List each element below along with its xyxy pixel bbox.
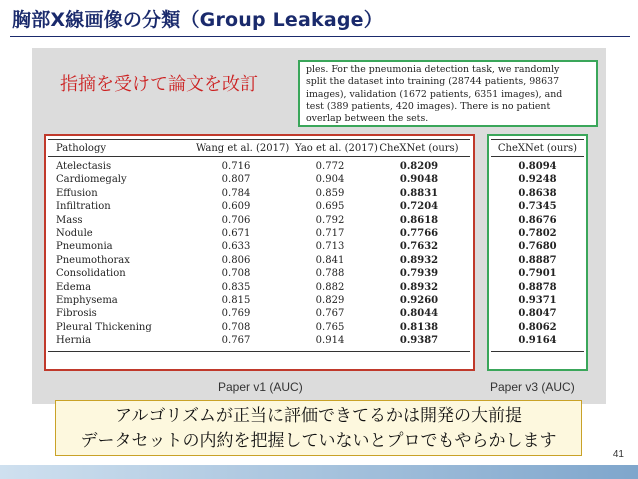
pathology-cell: Emphysema [56,294,118,306]
chexnet-cell: 0.7939 [399,268,439,280]
yao-cell: 0.788 [315,268,345,280]
wang-cell: 0.706 [221,214,251,226]
v3-value-cell: 0.8094 [518,161,557,172]
pathology-cell: Pneumonia [56,241,113,253]
chexnet-cell: 0.9260 [399,294,439,306]
chexnet-cell: 0.9048 [399,174,439,186]
v3-value-cell: 0.8887 [518,254,557,266]
wang-cell: 0.708 [221,268,251,280]
table-row [48,174,470,187]
chexnet-cell: 0.7204 [399,201,439,213]
header-chexnet: CheXNet (ours) [379,143,459,154]
wang-cell: 0.767 [221,335,251,347]
slide-title: 胸部X線画像の分類（Group Leakage） [12,9,383,31]
yao-cell: 0.792 [315,214,345,226]
v1-results-table [48,139,470,352]
table-row [48,268,470,281]
excerpt-line: split the dataset into training (28744 patients, 98637 [306,76,560,88]
table-row [48,215,470,228]
yao-cell: 0.882 [315,281,345,293]
callout-line: データセットの内約を把握していないとプロでもやらかします [80,431,557,451]
header-wang: Wang et al. (2017) [196,143,290,154]
table-header [48,139,470,157]
pathology-cell: Infiltration [56,201,111,213]
pathology-cell: Atelectasis [56,161,112,172]
v1-caption: Paper v1 (AUC) [218,380,303,394]
yao-cell: 0.713 [315,241,345,253]
revision-annotation: 指摘を受けて論文を改訂 [60,74,258,95]
chexnet-cell: 0.8044 [399,308,439,320]
yao-cell: 0.772 [315,161,345,172]
conclusion-callout [55,400,582,456]
pathology-cell: Effusion [56,187,98,199]
chexnet-cell: 0.8618 [399,214,439,226]
table-row [48,255,470,268]
pathology-cell: Hernia [56,335,92,347]
table-row [48,228,470,241]
v3-value-cell: 0.9371 [518,294,557,306]
pathology-cell: Nodule [56,227,93,239]
chexnet-cell: 0.9387 [399,335,439,347]
callout-line: アルゴリズムが正当に評価できてるかは開発の大前提 [115,406,522,426]
v3-value-cell: 0.8676 [518,214,557,226]
wang-cell: 0.835 [221,281,251,293]
yao-cell: 0.765 [315,321,345,333]
yao-cell: 0.904 [315,174,345,186]
v3-value-cell: 0.7345 [518,201,557,213]
yao-cell: 0.695 [315,201,345,213]
v3-header: CheXNet (ours) [491,139,584,157]
chexnet-cell: 0.8932 [399,281,439,293]
yao-cell: 0.717 [315,227,345,239]
v3-value-cell: 0.8047 [518,308,557,320]
chexnet-cell: 0.7766 [399,227,439,239]
excerpt-line: test (389 patients, 420 images). There is no patient [306,100,551,112]
title-divider [10,36,630,37]
yao-cell: 0.914 [315,335,345,347]
table-row [48,322,470,335]
wang-cell: 0.815 [221,294,251,306]
v3-value-cell: 0.7802 [518,227,557,239]
excerpt-line: images), validation (1672 patients, 6351 images), and [306,88,563,100]
chexnet-cell: 0.8138 [399,321,439,333]
table-row [48,308,470,321]
v3-value-cell: 0.9164 [518,335,557,347]
wang-cell: 0.716 [221,161,251,172]
chexnet-cell: 0.8209 [399,161,439,172]
wang-cell: 0.769 [221,308,251,320]
v3-value-cell: 0.7680 [518,241,557,253]
v3-value-cell: 0.7901 [518,268,557,280]
v3-value-cell: 0.8638 [518,187,557,199]
header-yao: Yao et al. (2017) [295,143,378,154]
wang-cell: 0.807 [221,174,251,186]
excerpt-line: ples. For the pneumonia detection task, we randomly [306,64,560,75]
pathology-cell: Cardiomegaly [56,174,127,186]
pathology-cell: Fibrosis [56,308,97,320]
v3-value-cell: 0.9248 [518,174,557,186]
table-row [48,188,470,201]
table-row [48,241,470,254]
table-row [48,282,470,295]
wang-cell: 0.609 [221,201,251,213]
chexnet-cell: 0.8831 [399,187,439,199]
pathology-cell: Pleural Thickening [56,321,152,333]
wang-cell: 0.806 [221,254,251,266]
chexnet-cell: 0.7632 [399,241,439,253]
yao-cell: 0.767 [315,308,345,320]
chexnet-cell: 0.8932 [399,254,439,266]
v3-value-cell: 0.8062 [518,321,557,333]
v3-table-body [491,157,584,352]
pathology-cell: Consolidation [56,268,126,280]
v3-caption: Paper v3 (AUC) [490,380,575,394]
excerpt-line: overlap between the sets. [306,113,429,125]
v3-results-table [491,139,584,352]
yao-cell: 0.859 [315,187,345,199]
wang-cell: 0.784 [221,187,251,199]
page-number: 41 [612,449,624,460]
footer-bar [0,465,638,479]
header-pathology: Pathology [56,143,106,154]
pathology-cell: Edema [56,281,92,293]
v3-value-cell: 0.8878 [518,281,557,293]
table-body [48,157,470,352]
wang-cell: 0.633 [221,241,251,253]
pathology-cell: Mass [56,214,83,226]
wang-cell: 0.708 [221,321,251,333]
table-row [48,201,470,214]
yao-cell: 0.829 [315,294,345,306]
yao-cell: 0.841 [315,254,345,266]
wang-cell: 0.671 [221,227,251,239]
paper-excerpt [298,60,598,127]
pathology-cell: Pneumothorax [56,254,130,266]
table-row [48,335,470,348]
table-row [48,161,470,174]
table-row [48,295,470,308]
